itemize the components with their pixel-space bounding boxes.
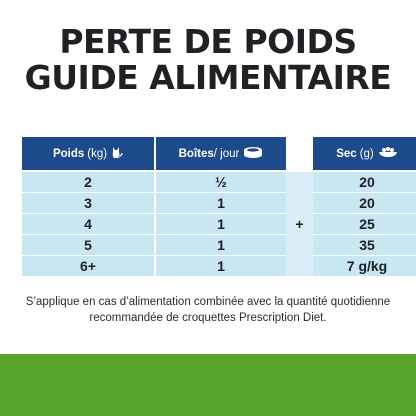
cell-poids: 6+ — [22, 256, 154, 276]
cell-poids: 3 — [22, 193, 154, 213]
header-poids-unit: (kg) — [87, 147, 108, 160]
plus-sign: + — [286, 172, 313, 276]
can-icon — [243, 146, 263, 161]
green-band — [0, 354, 416, 416]
cell-poids: 2 — [22, 172, 154, 192]
header-boites-label: Boîtes — [178, 147, 214, 160]
cell-boites: 1 — [156, 235, 286, 255]
cell-sec: 7 g/kg — [313, 256, 416, 276]
column-boites — [156, 172, 286, 277]
header-sec-unit: (g) — [359, 147, 374, 160]
cell-sec: 35 — [313, 235, 416, 255]
feeding-table — [22, 137, 394, 277]
cell-sec: 25 — [313, 214, 416, 234]
column-sec — [313, 172, 416, 277]
page-title: PERTE DE POIDS — [59, 22, 357, 61]
cell-poids: 4 — [22, 214, 154, 234]
header-boites-unit: / jour — [213, 147, 240, 160]
header-poids-label: Poids — [52, 147, 85, 160]
cell-boites: 1 — [156, 214, 286, 234]
cell-poids: 5 — [22, 235, 154, 255]
cell-sec: 20 — [313, 172, 416, 192]
cell-boites: 1 — [156, 193, 286, 213]
kibble-bowl-icon — [378, 146, 398, 161]
column-poids — [22, 172, 154, 277]
cat-icon — [111, 146, 123, 162]
header-sec — [313, 137, 416, 170]
cell-boites: 1 — [156, 256, 286, 276]
page-subtitle: GUIDE ALIMENTAIRE — [24, 58, 392, 97]
header-sec-label: Sec — [336, 147, 357, 160]
cell-boites: ½ — [156, 172, 286, 192]
cell-sec: 20 — [313, 193, 416, 213]
footnote: S’applique en cas d’alimentation combinée avec la quantité quotidienne recommandée de croquettes Prescription Diet. — [25, 296, 391, 324]
header-poids — [22, 137, 154, 170]
header-boites — [156, 137, 286, 170]
